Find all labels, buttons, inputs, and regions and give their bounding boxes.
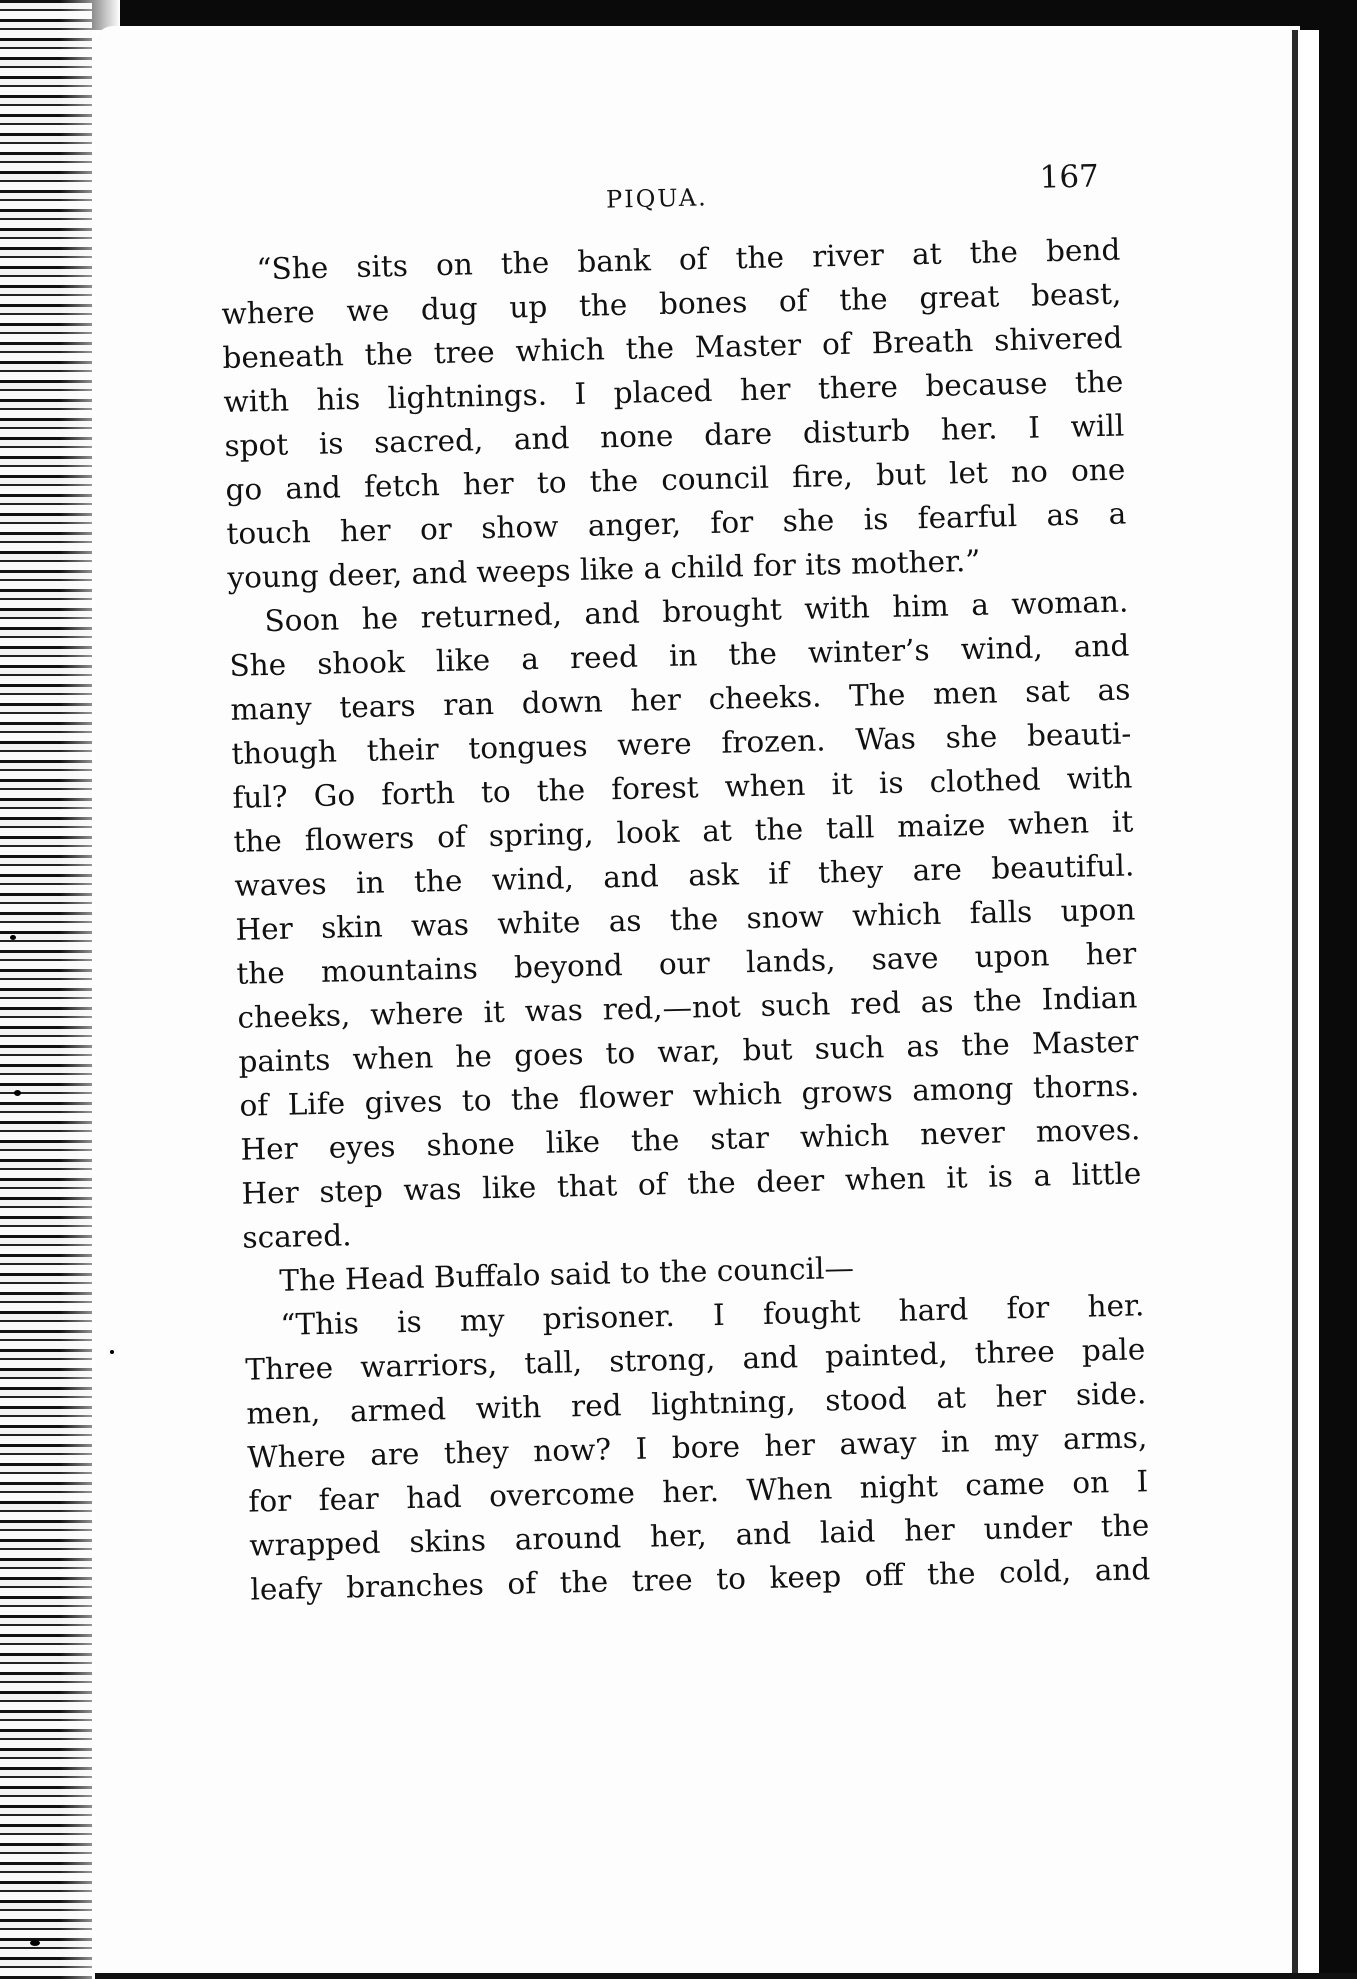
text-line: go and fetch her to the council fire, but let no one [225,452,1126,507]
text-line: leafy branches of the tree to keep off the cold, and [250,1552,1151,1607]
text-line: “This is my prisoner. I fought hard for her. [280,1288,1145,1342]
speck [14,1090,21,1096]
text-line: beneath the tree which the Master of Breath shivered [222,320,1123,375]
running-head: PIQUA. [605,183,709,214]
text-line: many tears ran down her cheeks. The men sat as [230,672,1131,727]
text-line: wrapped skins around her, and laid her under the [249,1508,1150,1563]
text-line: ful? Go forth to the forest when it is clothed with [232,760,1133,815]
text-line: for fear had overcome her. When night came on I [248,1464,1149,1519]
text-line: where we dug up the bones of the great beast, [221,276,1122,331]
text-line: cheeks, where it was red,—not such red as the Indian [237,980,1138,1035]
text-line: The Head Buffalo said to the council— [279,1250,855,1298]
text-line: Her step was like that of the deer when it is a little [241,1156,1142,1211]
text-line: “She sits on the bank of the river at the bend [256,232,1121,287]
text-line: of Life gives to the flower which grows among thorns. [239,1068,1140,1123]
speck [30,1940,40,1946]
text-line: Her skin was white as the snow which falls upon [235,892,1136,947]
text-line: though their tongues were frozen. Was she beauti- [231,716,1132,771]
text-line: the flowers of spring, look at the tall maize when it [233,804,1134,859]
scan-right-border [1319,0,1357,1979]
text-line: the mountains beyond our lands, save upon her [236,936,1137,991]
text-line: touch her or show anger, for she is fearful as a [226,496,1127,551]
text-line: spot is sacred, and none dare disturb her. I will [224,408,1125,463]
text-line: She shook like a reed in the winter’s wind, and [229,628,1130,683]
text-line: young deer, and weeps like a child for its mother.” [227,543,981,595]
body-text [220,228,1151,1612]
text-line: Soon he returned, and brought with him a woman. [264,584,1129,639]
text-line: men, armed with red lightning, stood at her side. [246,1376,1147,1431]
scan-bottom-edge [95,1973,1357,1979]
text-line: waves in the wind, and ask if they are beautiful. [234,848,1135,903]
text-line: scared. [242,1218,352,1255]
speck [10,935,16,940]
page-edge [1292,30,1298,1979]
speck [110,1350,114,1354]
text-line: Three warriors, tall, strong, and painted, three pale [245,1332,1146,1387]
text-line: paints when he goes to war, but such as the Master [238,1024,1139,1079]
page-number: 167 [1039,158,1100,196]
text-line: Her eyes shone like the star which never moves. [240,1112,1141,1167]
text-line: Where are they now? I bore her away in my arms, [247,1420,1148,1475]
text-line: with his lightnings. I placed her there because the [223,364,1124,419]
